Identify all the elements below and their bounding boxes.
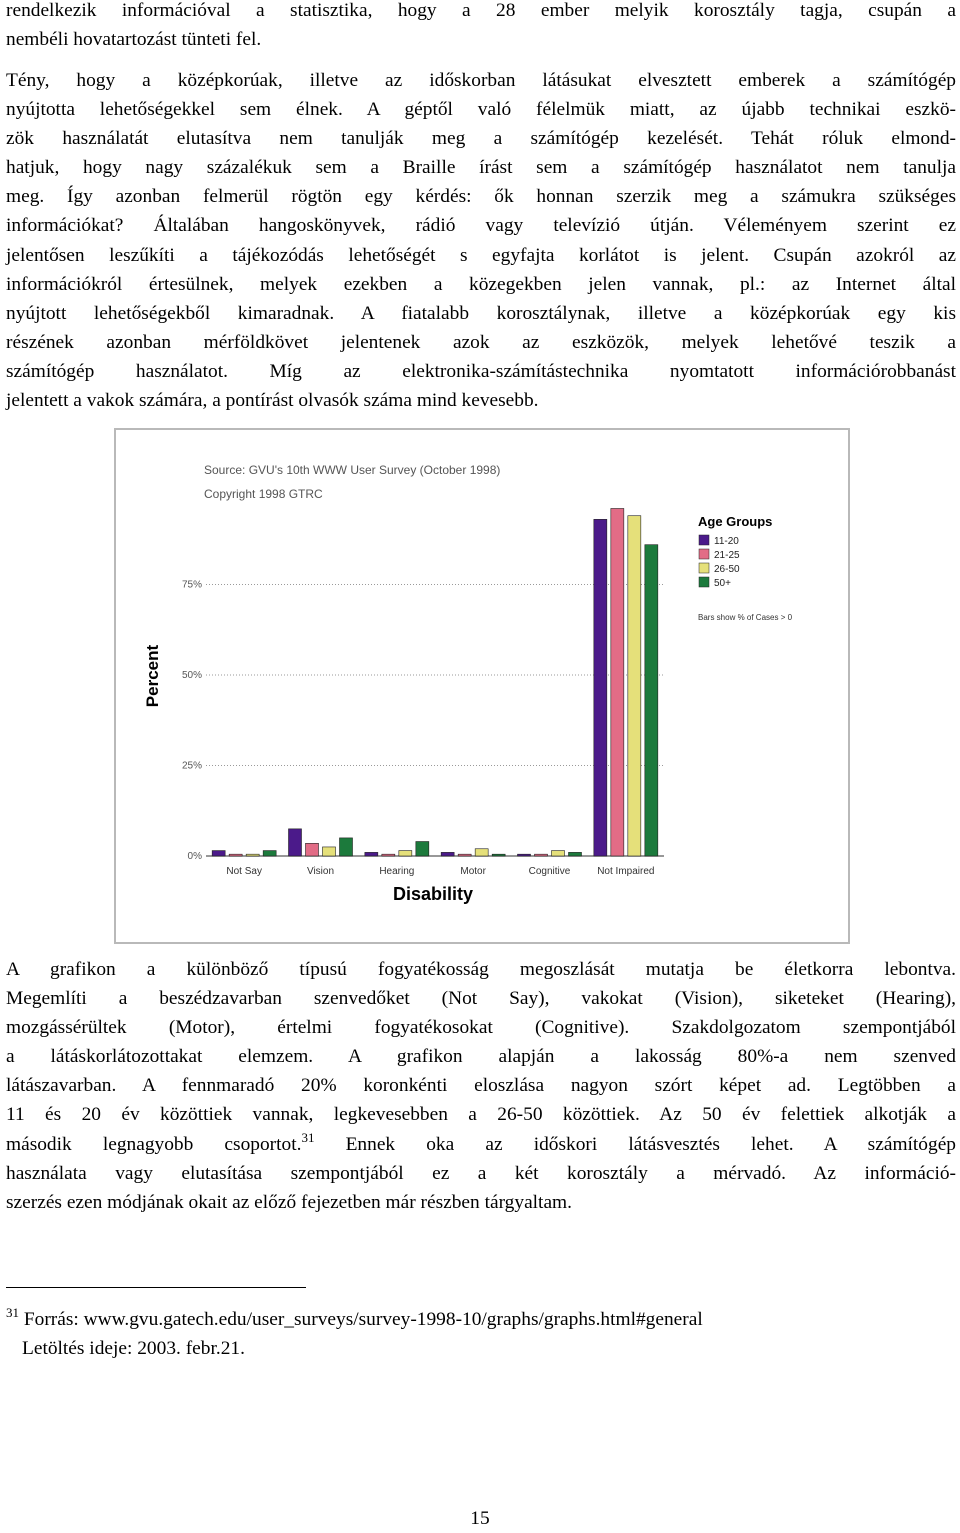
text-line: rendelkezik információval a statisztika, hogy a 28 ember melyik korosztály tagja, csupán a [6, 0, 956, 21]
text-line: nembéli hovatartozást tünteti fel. [6, 29, 262, 51]
text-line: használata vagy elutasítása szempontjából ez a két korosztály a mérvadó. Az információ- [6, 1162, 956, 1184]
y-tick-label: 75% [181, 579, 202, 591]
text-line: jelentősen leszűkíti a tájékozódás lehetőségét s egyfajta korlátot is jelent. Csupán azokról az [6, 244, 956, 266]
text-line: nyújtotta lehetőségekkel sem élnek. A géptől való félelmük miatt, az újabb technikai eszkö- [6, 99, 956, 121]
text-line: információkról értesülnek, melyek ezekben a közegekben jelen vannak, pl.: az Internet által [6, 273, 956, 295]
text-line: információkat? Általában hangoskönyvek, rádió vagy televízió útján. Véleményem szerint ez [6, 215, 956, 237]
bar [552, 851, 565, 856]
bar [229, 854, 242, 856]
text-line: A grafikon a különböző típusú fogyatékosság megoszlását mutatja be életkorra lebontva. [6, 959, 956, 980]
text-line: a látáskorlátozottakat elemzem. A grafikon alapján a lakosság 80%-a nem szenved [6, 1046, 956, 1068]
x-tick-label: Vision [306, 866, 335, 877]
legend-label: 50+ [714, 578, 731, 589]
y-tick-label: 50% [181, 670, 202, 681]
bar [212, 851, 225, 856]
page-number: 15 [470, 1508, 490, 1529]
legend-label: 11-20 [714, 536, 739, 547]
x-tick-label: Not Say [226, 866, 262, 877]
legend-swatch [699, 549, 709, 559]
x-tick-label: Hearing [379, 866, 415, 877]
bar [289, 829, 302, 856]
text-line: 11 és 20 év közöttiek vannak, legkevesebben a 26-50 közöttiek. Az 50 év felettiek alkotják a [6, 1104, 956, 1126]
chart-copyright: Copyright 1998 GTRC [204, 487, 323, 501]
bar [645, 545, 658, 856]
bar [492, 854, 505, 856]
legend-label: 26-50 [714, 564, 740, 575]
legend-swatch [699, 535, 709, 545]
bar [263, 851, 276, 856]
x-tick-label: Cognitive [528, 866, 571, 877]
paragraph-1 [6, 0, 956, 54]
footnote-download-date: Letöltés ideje: 2003. febr.21. [22, 1338, 245, 1359]
text-line: Tény, hogy a középkorúak, illetve az időskorban látásukat elvesztett emberek a számítógép [6, 70, 956, 91]
text-line: részének azonban mérföldkövet jelentenek azok az eszközök, melyek lehetővé teszik a [6, 331, 956, 353]
y-axis-label: Percent [143, 644, 162, 708]
bar [441, 852, 454, 856]
bar [569, 852, 582, 856]
text-line: jelentett a vakok számára, a pontírást olvasók száma mind kevesebb. [6, 390, 539, 412]
x-tick-label: Not Impaired [597, 866, 655, 877]
x-axis-label: Disability [392, 884, 474, 904]
x-tick-label: Motor [460, 866, 486, 877]
legend-swatch [699, 563, 709, 573]
text-segment: Ennek oka az időskori látásvesztés lehet. A számítógép [314, 1133, 956, 1155]
y-tick-label: 25% [181, 760, 202, 772]
bar [458, 854, 471, 856]
bar [323, 847, 336, 856]
legend-swatch [699, 577, 709, 587]
legend-title: Age Groups [698, 514, 773, 529]
text-line: mozgássérültek (Motor), értelmi fogyatékosokat (Cognitive). Szakdolgozatom szempontjából [6, 1017, 956, 1039]
text-line: hatjuk, hogy nagy százalékuk sem a Braille írást sem a számítógép használatot nem tanulja [6, 157, 956, 179]
bar [382, 854, 395, 856]
bar [246, 854, 259, 856]
text-line: Megemlíti a beszédzavarban szenvedőket (Not Say), vakokat (Vision), siketeket (Hearing), [6, 988, 956, 1010]
bar [365, 852, 378, 856]
bar [399, 851, 412, 856]
footnote-number: 31 [6, 1305, 19, 1320]
y-tick-label: 0% [187, 851, 202, 862]
chart-source: Source: GVU's 10th WWW User Survey (October 1998) [204, 463, 501, 477]
bar [594, 519, 607, 856]
text-line: látászavarban. A fennmaradó 20% koronkénti eloszlása nagyon szórt képet ad. Legtöbben a [6, 1075, 956, 1097]
bar [340, 838, 353, 856]
text-line: számítógép használatot. Míg az elektronika-számítástechnika nyomtatott információrobbanást [6, 360, 956, 382]
bar [475, 849, 488, 856]
bar [535, 854, 548, 856]
bar [611, 508, 624, 856]
text-line: meg. Így azonban felmerül rögtön egy kérdés: ők honnan szerzik meg a számukra szükséges [6, 186, 956, 208]
bar [416, 842, 429, 856]
text-line: zök használatát elutasítva nem tanulják meg a számítógép kezelését. Tehát róluk elmond- [6, 128, 956, 150]
disability-chart-figure [114, 428, 850, 944]
text-segment: második legnagyobb csoportot. [6, 1133, 302, 1155]
footnote [6, 1298, 703, 1363]
legend-label: 21-25 [714, 550, 740, 561]
bar [518, 854, 531, 856]
bar [628, 516, 641, 856]
text-line [6, 1130, 956, 1159]
chart-legend [698, 514, 793, 622]
text-line: nyújtott lehetőségekből kimaradnak. A fiatalabb korosztálynak, illetve a középkorúak egy kis [6, 302, 956, 324]
paragraph-2 [6, 66, 956, 415]
footnote-source: Forrás: www.gvu.gatech.edu/user_surveys/survey-1998-10/graphs/graphs.html#general [23, 1309, 703, 1330]
paragraph-3 [6, 955, 956, 1217]
legend-note: Bars show % of Cases > 0 [698, 613, 793, 622]
footnote-reference: 31 [301, 1129, 315, 1145]
disability-chart [116, 430, 848, 942]
text-line: szerzés ezen módjának okait az előző fejezetben már részben tárgyaltam. [6, 1191, 572, 1213]
bar [306, 843, 319, 856]
footnote-divider [6, 1287, 306, 1288]
